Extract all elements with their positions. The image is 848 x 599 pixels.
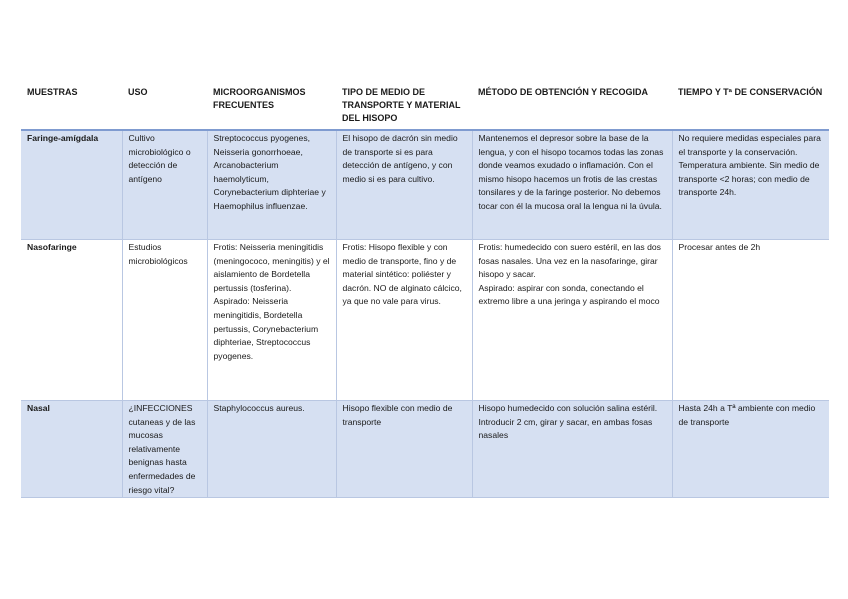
cell-metodo: Frotis: humedecido con suero estéril, en las dos fosas nasales. Una vez en la nasofaringe, girar hisopo y sacar. Aspirado: aspirar con sonda, conectando el extremo libre a una jeringa y aspirando el moco — [472, 240, 672, 401]
header-microorganismos: MICROORGANISMOS FRECUENTES — [207, 82, 336, 130]
table-row — [21, 130, 829, 240]
cell-tiempo: Procesar antes de 2h — [672, 240, 829, 401]
cell-muestra: Faringe-amígdala — [21, 130, 122, 240]
header-tiempo: TIEMPO Y Tª DE CONSERVACIÓN — [672, 82, 829, 130]
cell-tiempo: No requiere medidas especiales para el transporte y la conservación. Temperatura ambiente. Sin medio de transporte <2 horas; con medio de transporte 24h. — [672, 130, 829, 240]
header-muestras: MUESTRAS — [21, 82, 122, 130]
cell-medio: Hisopo flexible con medio de transporte — [336, 401, 472, 498]
cell-medio: El hisopo de dacrón sin medio de transporte si es para detección de antígeno, y con medio si es para cultivo. — [336, 130, 472, 240]
cell-uso: Cultivo microbiológico o detección de antígeno — [122, 130, 207, 240]
cell-metodo: Hisopo humedecido con solución salina estéril. Introducir 2 cm, girar y sacar, en ambas fosas nasales — [472, 401, 672, 498]
cell-medio: Frotis: Hisopo flexible y con medio de transporte, fino y de material sintético: poliéster y dacrón. NO de alginato cálcico, ya que no vale para virus. — [336, 240, 472, 401]
cell-uso: ¿INFECCIONES cutaneas y de las mucosas relativamente benignas hasta enfermedades de riesgo vital? — [122, 401, 207, 498]
cell-microorganismos: Streptococcus pyogenes, Neisseria gonorrhoeae, Arcanobacterium haemolyticum, Corynebacterium diphteriae y Haemophilus influenzae. — [207, 130, 336, 240]
header-medio: TIPO DE MEDIO DE TRANSPORTE Y MATERIAL DEL HISOPO — [336, 82, 472, 130]
cell-muestra: Nasofaringe — [21, 240, 122, 401]
table-row — [21, 240, 829, 401]
cell-metodo: Mantenemos el depresor sobre la base de la lengua, y con el hisopo tocamos todas las zonas donde veamos exudado o inflamación. Con el mismo hisopo hacemos un frotis de las crestas tonsilares y de la faringe posterior. No debemos tocar con él la mucosa oral la lengua ni la úvula. — [472, 130, 672, 240]
specimen-table — [21, 82, 829, 498]
cell-muestra: Nasal — [21, 401, 122, 498]
header-row — [21, 82, 829, 130]
header-metodo: MÉTODO DE OBTENCIÓN Y RECOGIDA — [472, 82, 672, 130]
cell-microorganismos: Frotis: Neisseria meningitidis (meningococo, meningitis) y el aislamiento de Bordetella pertussis (tosferina). Aspirado: Neisseria meningitidis, Bordetella pertussis, Corynebacterium diphteriae, Streptococcus pyogenes. — [207, 240, 336, 401]
cell-uso: Estudios microbiológicos — [122, 240, 207, 401]
header-uso: USO — [122, 82, 207, 130]
table-row — [21, 401, 829, 498]
cell-tiempo: Hasta 24h a Tª ambiente con medio de transporte — [672, 401, 829, 498]
cell-microorganismos: Staphylococcus aureus. — [207, 401, 336, 498]
